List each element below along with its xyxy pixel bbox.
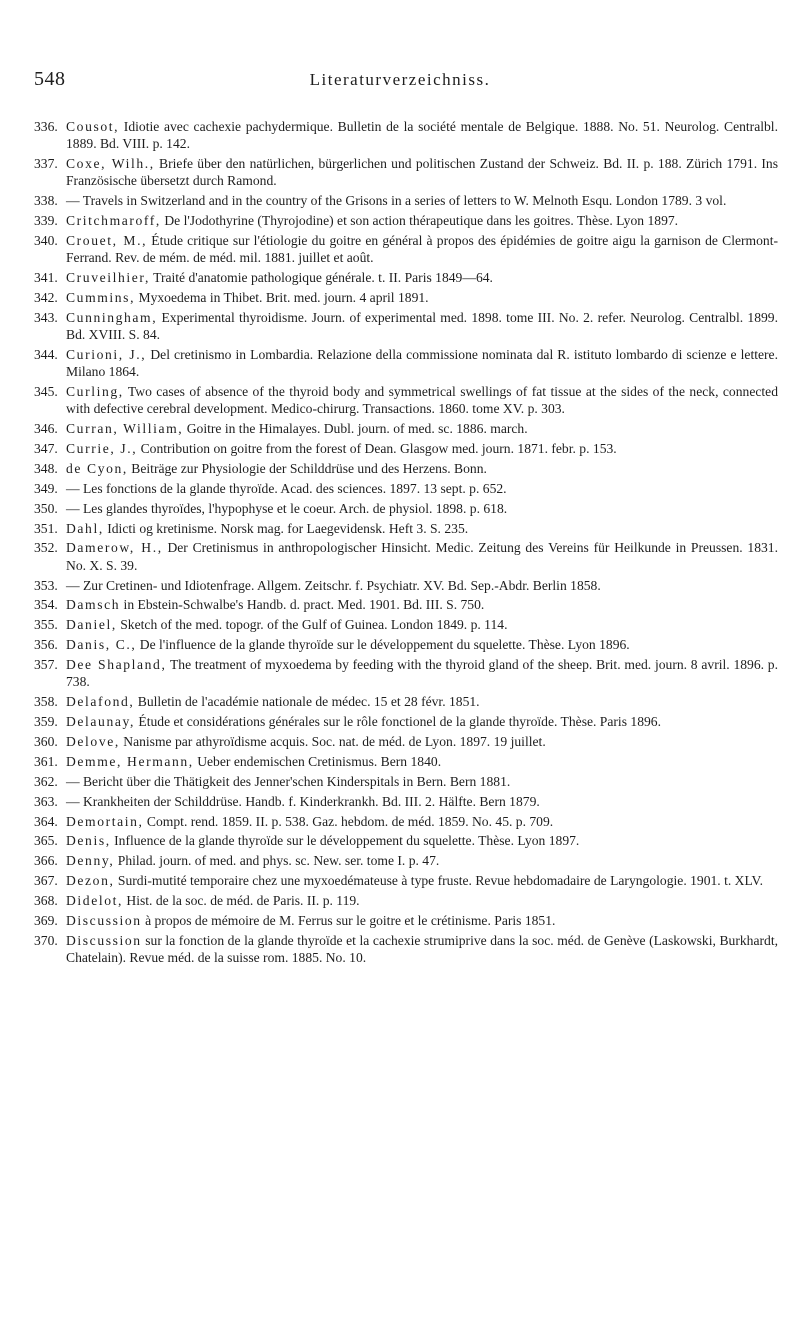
entry-number: 369. (34, 913, 58, 929)
entry-reference: — Travels in Switzerland and in the country of the Grisons in a series of letters to W. Melnoth Esqu. London 1789. 3 vol. (66, 193, 727, 209)
entry-author: Delaunay, (66, 714, 136, 730)
entry-author: Discussion (66, 932, 142, 948)
entry-reference: Étude et considérations générales sur le rôle fonctionel de la glande thyroïde. Thèse. Paris 1896. (135, 714, 661, 730)
entry-text (66, 346, 778, 380)
entry-number: 344. (34, 346, 58, 362)
entry-reference: Compt. rend. 1859. II. p. 538. Gaz. hebdom. de méd. 1859. No. 45. p. 709. (143, 813, 554, 829)
entry-reference: Philad. journ. of med. and phys. sc. New. ser. tome I. p. 47. (114, 853, 440, 869)
bibliography-entry (34, 460, 778, 477)
entry-reference: Traité d'anatomie pathologique générale. t. II. Paris 1849—64. (149, 270, 493, 286)
entry-number: 343. (34, 309, 58, 325)
bibliography-entry (34, 773, 778, 790)
bibliography-entry (34, 309, 778, 343)
entry-text (66, 577, 778, 594)
entry-reference: Hist. de la soc. de méd. de Paris. II. p. 119. (122, 893, 360, 909)
entry-reference: Bulletin de l'académie nationale de médec. 15 et 28 févr. 1851. (134, 694, 480, 710)
entry-number: 354. (34, 597, 58, 613)
entry-reference: De l'Jodothyrine (Thyrojodine) et son action thérapeutique dans les goitres. Thèse. Lyon 1897. (160, 213, 679, 229)
entry-text (66, 269, 778, 286)
entry-reference: The treatment of myxoedema by feeding with the thyroid gland of the sheep. Brit. med. journ. 8 avril. 1896. p. 738. (66, 657, 779, 690)
entry-reference: Ueber endemischen Cretinismus. Bern 1840. (193, 753, 442, 769)
entry-text (66, 616, 778, 633)
entry-reference: in Ebstein-Schwalbe's Handb. d. pract. Med. 1901. Bd. III. S. 750. (120, 597, 485, 613)
entry-reference: Idiotie avec cachexie pachydermique. Bulletin de la société mentale de Belgique. 1888. No. 51. Neurolog. Centralbl. 1889. Bd. VIII. p. 142. (66, 119, 778, 152)
bibliography-entry (34, 733, 778, 750)
bibliography-entry (34, 872, 778, 889)
entry-number: 363. (34, 793, 58, 809)
entry-text (66, 636, 778, 653)
bibliography-entry (34, 616, 778, 633)
entry-text (66, 656, 778, 690)
entry-reference: De l'influence de la glande thyroïde sur le développement du squelette. Thèse. Lyon 1896. (136, 637, 630, 653)
entry-text (66, 693, 778, 710)
bibliography-entry (34, 693, 778, 710)
entry-reference: Étude critique sur l'étiologie du goitre en général à propos des épidémies de goitre aigu la garnison de Clermont-Ferrand. Rev. de mém. de méd. mil. 1881. juillet et août. (66, 232, 779, 266)
bibliography-entry (34, 500, 778, 517)
page-number: 548 (34, 68, 66, 90)
bibliography-entry (34, 932, 778, 966)
entry-reference: Del cretinismo in Lombardia. Relazione della commissione nominata dal R. istituto lombardo di scienze e lettere. Milano 1864. (66, 346, 778, 380)
entry-text (66, 773, 778, 790)
entry-text (66, 832, 778, 849)
entry-text (66, 440, 778, 457)
bibliography-entry (34, 753, 778, 770)
entry-text (66, 596, 778, 613)
entry-text (66, 912, 778, 929)
bibliography-entry (34, 383, 778, 417)
entry-number: 355. (34, 617, 58, 633)
bibliography-entry (34, 192, 778, 209)
entry-number: 347. (34, 441, 58, 457)
bibliography-entry (34, 212, 778, 229)
entry-reference: Briefe über den natürlichen, bürgerlichen und politischen Zustand der Schweiz. Bd. II. p. 188. Zürich 1791. Ins Französische übersetzt durch Ramond. (66, 156, 778, 189)
entry-author: Dahl, (66, 520, 104, 536)
entry-number: 368. (34, 893, 58, 909)
entry-number: 336. (34, 119, 58, 134)
entry-author: Damsch (66, 597, 121, 613)
bibliography-entry (34, 912, 778, 929)
entry-number: 367. (34, 873, 58, 889)
entry-author: Damerow, H., (66, 540, 163, 556)
entry-text (66, 383, 778, 417)
entry-number: 345. (34, 384, 58, 400)
bibliography-entry (34, 289, 778, 306)
entry-reference: Der Cretinismus in anthropologischer Hinsicht. Medic. Zeitung des Vereins für Heilkunde in Preussen. 1831. No. X. S. 39. (66, 540, 778, 573)
bibliography-entry (34, 155, 778, 189)
entry-author: Critchmaroff, (66, 213, 161, 229)
entry-author: Cruveilhier, (66, 270, 150, 286)
bibliography-entry (34, 420, 778, 437)
entry-reference: sur la fonction de la glande thyroïde et la cachexie strumiprive dans la soc. méd. de Genève (Laskowski, Burkhardt, Chatelain). Revue méd. de la suisse rom. 1885. No. 10. (66, 932, 778, 966)
entry-number: 351. (34, 520, 58, 536)
running-title: Literaturverzeichniss. (309, 70, 491, 89)
entry-number: 364. (34, 813, 58, 829)
entry-author: Delove, (66, 734, 120, 749)
entry-text (66, 118, 778, 152)
entry-text (66, 520, 778, 537)
entry-number: 350. (34, 500, 58, 516)
entry-text (66, 892, 778, 909)
entry-author: Danis, C., (66, 637, 137, 653)
bibliography-entry (34, 793, 778, 810)
entry-text (66, 192, 778, 209)
entry-reference: Sketch of the med. topogr. of the Gulf of Guinea. London 1849. p. 114. (116, 617, 508, 633)
entry-text (66, 872, 778, 889)
entry-author: Coxe, Wilh., (66, 156, 155, 172)
entry-author: Delafond, (66, 694, 135, 710)
entry-number: 341. (34, 270, 58, 286)
entry-reference: — Zur Cretinen- und Idiotenfrage. Allgem. Zeitschr. f. Psychiatr. XV. Bd. Sep.-Abdr. Berlin 1858. (66, 577, 601, 593)
bibliography-entry (34, 520, 778, 537)
entry-author: Curioni, J., (66, 346, 147, 362)
entry-author: Curling, (66, 384, 124, 400)
entry-number: 338. (34, 193, 58, 209)
entry-number: 370. (34, 932, 58, 948)
entry-number: 352. (34, 540, 58, 556)
entry-author: Dee Shapland, (66, 657, 167, 673)
entry-number: 348. (34, 460, 58, 476)
bibliography-entry (34, 440, 778, 457)
entry-author: Crouet, M., (66, 232, 148, 248)
entry-text (66, 793, 778, 810)
entry-number: 362. (34, 773, 58, 789)
entry-reference: — Les glandes thyroïdes, l'hypophyse et le coeur. Arch. de physiol. 1898. p. 618. (66, 500, 508, 516)
entry-text (66, 155, 778, 189)
entry-number: 339. (34, 213, 58, 229)
bibliography-entry (34, 577, 778, 594)
entry-author: Currie, J., (66, 441, 138, 457)
bibliography-entry (34, 713, 778, 730)
entry-author: Demme, Hermann, (66, 753, 194, 769)
entry-text (66, 212, 778, 229)
entry-author: de Cyon, (66, 460, 128, 476)
entry-author: Cousot, (66, 119, 120, 134)
entry-number: 365. (34, 833, 58, 849)
entry-number: 361. (34, 753, 58, 769)
entry-text (66, 289, 778, 306)
entry-text (66, 500, 778, 517)
entry-text (66, 309, 778, 343)
entry-text (66, 539, 778, 573)
bibliography-entry (34, 232, 778, 266)
entry-author: Dezon, (66, 873, 115, 889)
entry-reference: Two cases of absence of the thyroid body and symmetrical swellings of fat tissue at the sides of the neck, connected with defective cerebral development. Medico-chirurg. Transactions. 1860. tome XV. p. 303. (66, 384, 778, 417)
entry-author: Cunningham, (66, 309, 158, 325)
entry-author: Denny, (66, 853, 115, 869)
bibliography-entry (34, 852, 778, 869)
entry-number: 340. (34, 232, 58, 248)
bibliography-entry (34, 892, 778, 909)
bibliography-entry (34, 539, 778, 573)
entry-number: 342. (34, 289, 58, 305)
entry-reference: Experimental thyroidisme. Journ. of experimental med. 1898. tome III. No. 2. refer. Neurolog. Centralbl. 1899. Bd. XVIII. S. 84. (66, 309, 778, 343)
entry-reference: Surdi-mutité temporaire chez une myxoedémateuse à type fruste. Revue hebdomadaire de Laryngologie. 1901. t. XLV. (114, 873, 764, 889)
entry-text (66, 713, 778, 730)
entry-text (66, 932, 778, 966)
entry-reference: Influence de la glande thyroïde sur le développement du squelette. Thèse. Lyon 1897. (110, 833, 580, 849)
bibliography-entry (34, 480, 778, 497)
entry-reference: — Les fonctions de la glande thyroïde. Acad. des sciences. 1897. 13 sept. p. 652. (66, 480, 507, 496)
bibliography-entry (34, 656, 778, 690)
entry-reference: à propos de mémoire de M. Ferrus sur le goitre et le crétinisme. Paris 1851. (141, 913, 556, 929)
page-header (0, 68, 800, 98)
entry-number: 357. (34, 657, 58, 673)
entry-text (66, 852, 778, 869)
entry-reference: Contribution on goitre from the forest of Dean. Glasgow med. journ. 1871. febr. p. 153. (137, 441, 617, 457)
bibliography-list (34, 118, 778, 969)
bibliography-entry (34, 269, 778, 286)
entry-reference: Nanisme par athyroïdisme acquis. Soc. nat. de méd. de Lyon. 1897. 19 juillet. (119, 734, 546, 749)
entry-reference: Goitre in the Himalayes. Dubl. journ. of med. sc. 1886. march. (183, 421, 528, 437)
entry-number: 356. (34, 637, 58, 653)
entry-number: 349. (34, 480, 58, 496)
entry-author: Daniel, (66, 617, 117, 633)
entry-author: Demortain, (66, 813, 144, 829)
entry-reference: Beiträge zur Physiologie der Schilddrüse und des Herzens. Bonn. (127, 460, 487, 476)
entry-reference: Idicti og kretinisme. Norsk mag. for Laegevidensk. Heft 3. S. 235. (103, 520, 469, 536)
entry-number: 366. (34, 853, 58, 869)
entry-number: 360. (34, 734, 58, 749)
entry-reference: — Bericht über die Thätigkeit des Jenner'schen Kinderspitals in Bern. Bern 1881. (66, 773, 511, 789)
entry-text (66, 480, 778, 497)
entry-number: 346. (34, 421, 58, 437)
entry-author: Curran, William, (66, 421, 184, 437)
bibliography-entry (34, 636, 778, 653)
entry-text (66, 753, 778, 770)
entry-text (66, 420, 778, 437)
entry-reference: Myxoedema in Thibet. Brit. med. journ. 4 april 1891. (135, 289, 429, 305)
entry-text (66, 733, 778, 750)
entry-number: 358. (34, 694, 58, 710)
entry-author: Cummins, (66, 289, 136, 305)
bibliography-entry (34, 118, 778, 152)
entry-author: Denis, (66, 833, 111, 849)
bibliography-entry (34, 832, 778, 849)
bibliography-entry (34, 596, 778, 613)
entry-number: 353. (34, 577, 58, 593)
bibliography-entry (34, 346, 778, 380)
entry-text (66, 460, 778, 477)
entry-author: Didelot, (66, 893, 123, 909)
entry-text (66, 813, 778, 830)
entry-number: 337. (34, 156, 58, 172)
entry-text (66, 232, 778, 266)
entry-author: Discussion (66, 913, 142, 929)
bibliography-entry (34, 813, 778, 830)
entry-number: 359. (34, 714, 58, 730)
entry-reference: — Krankheiten der Schilddrüse. Handb. f. Kinderkrankh. Bd. III. 2. Hälfte. Bern 1879. (66, 793, 540, 809)
